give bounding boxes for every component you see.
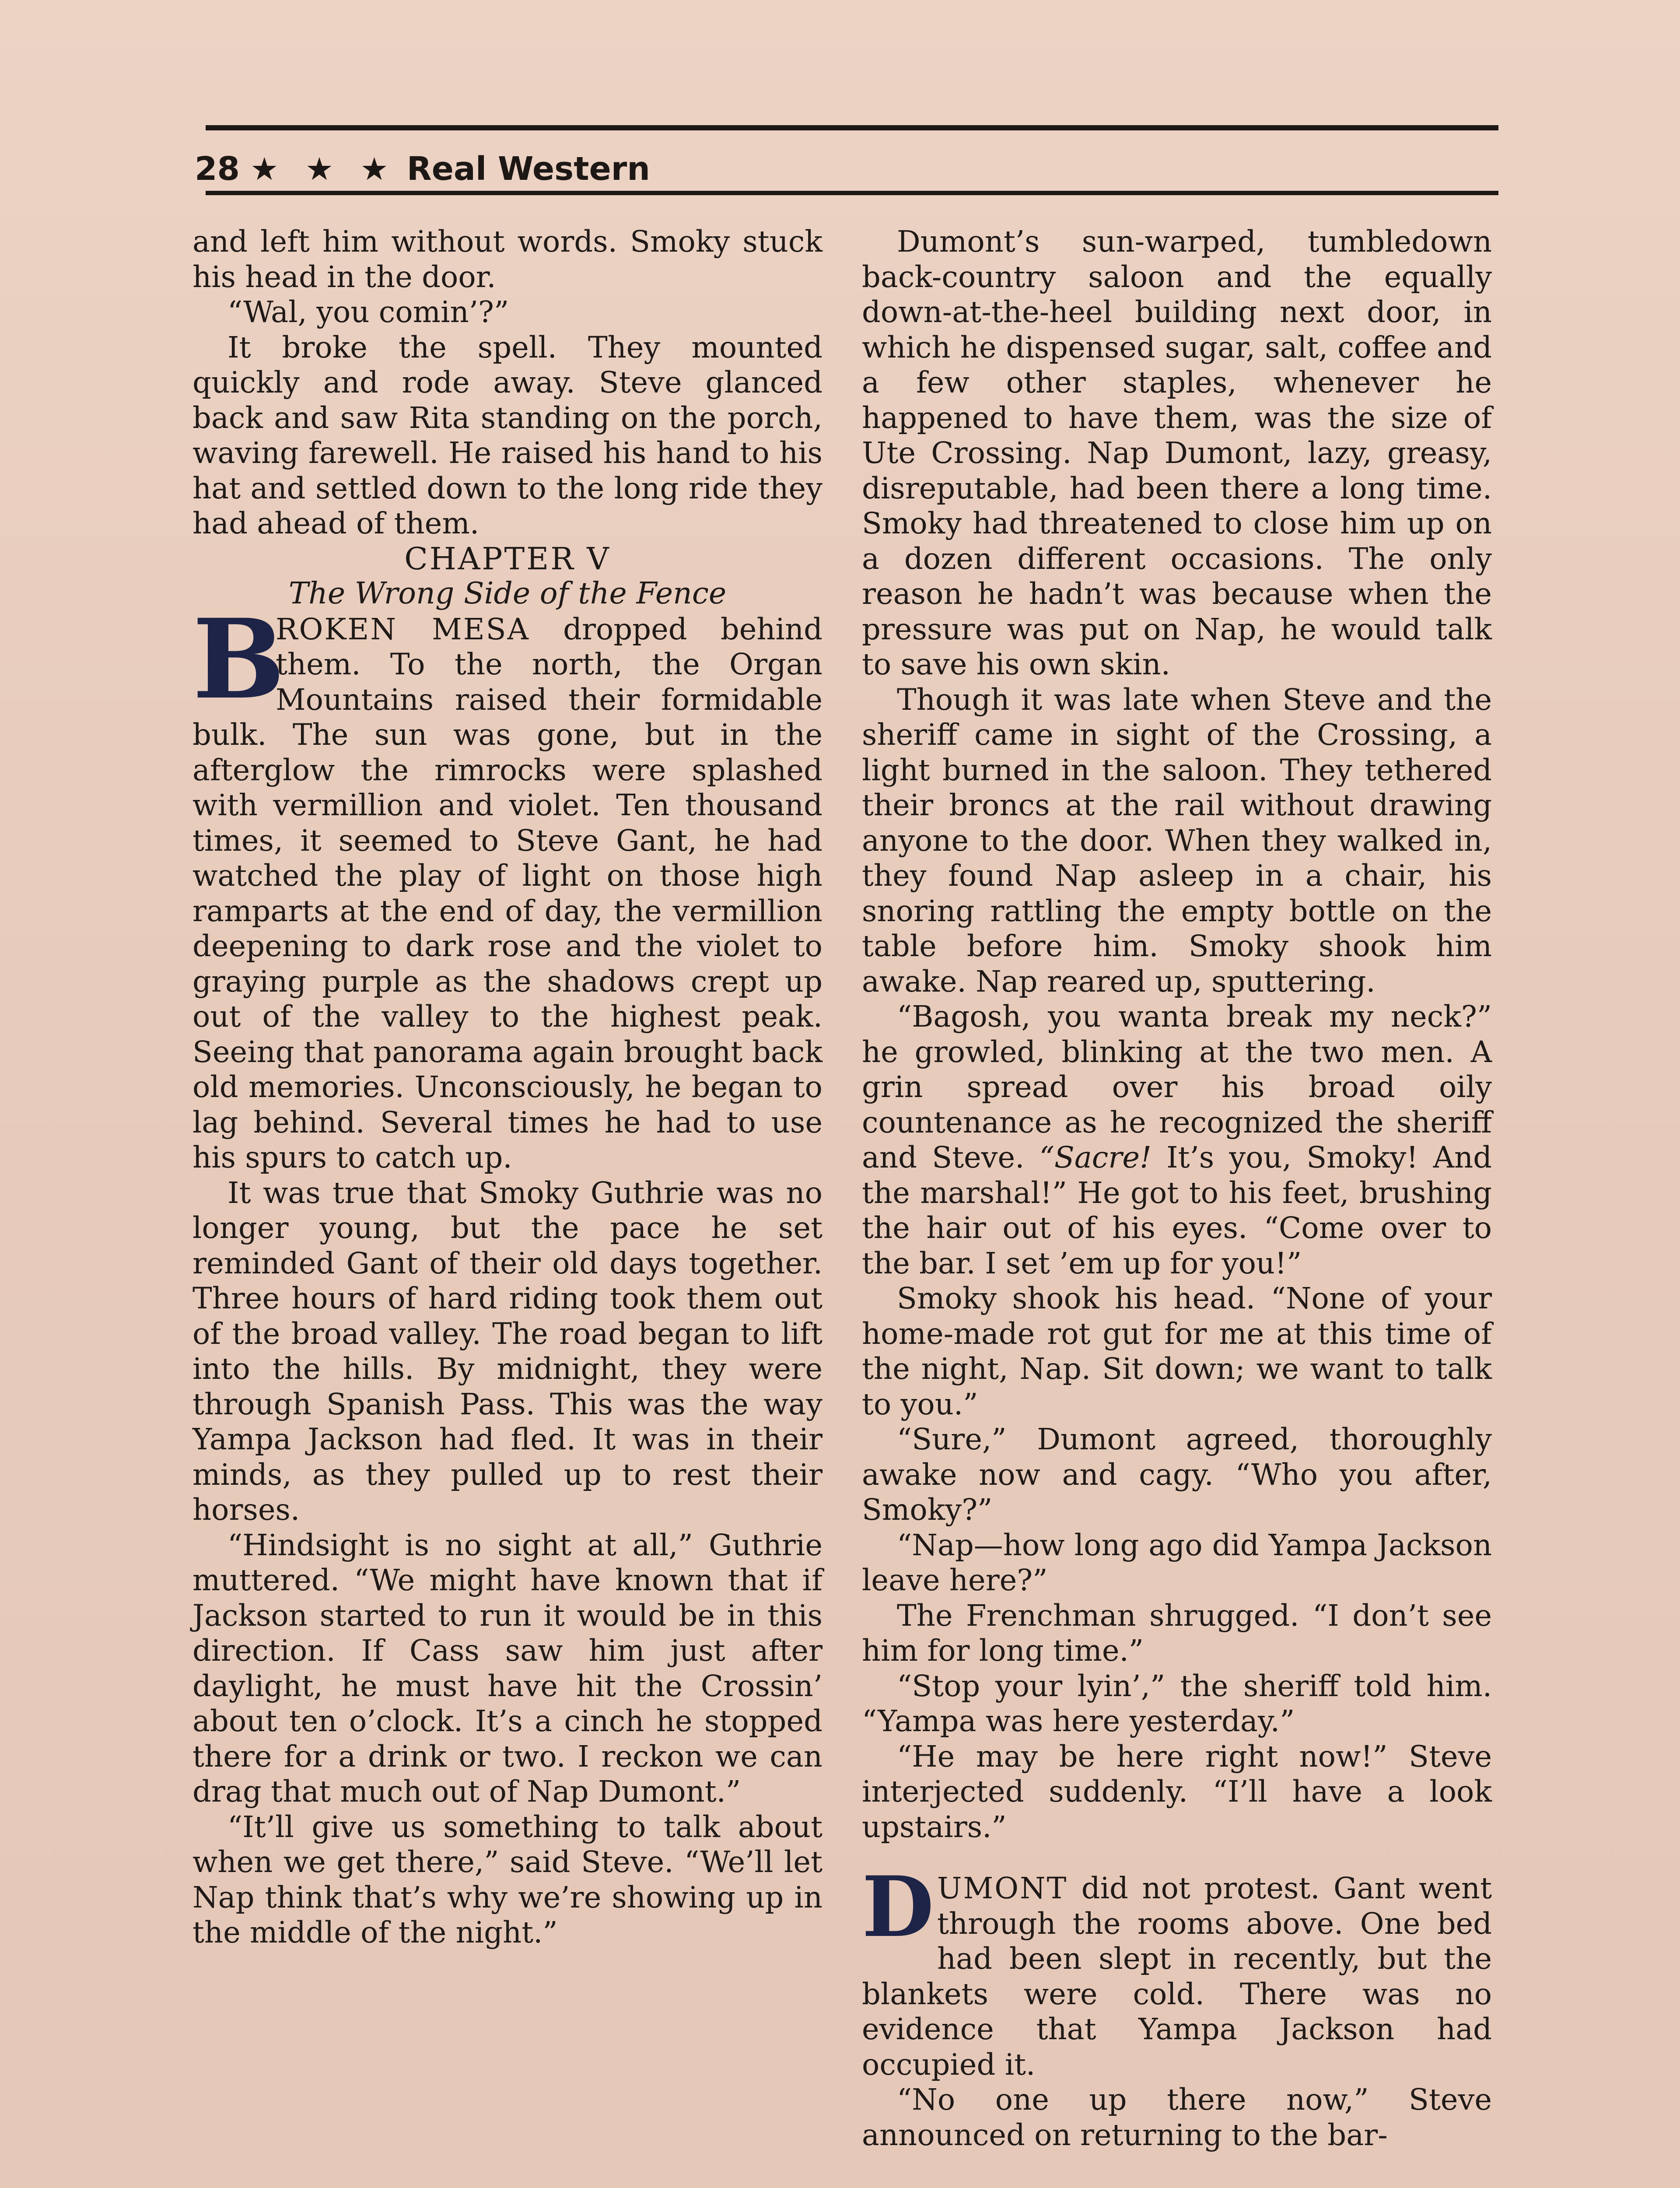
- paragraph: “Stop your lyin’,” the sheriff told him. “Yampa was here yesterday.”: [862, 1669, 1492, 1738]
- running-header: [195, 147, 650, 191]
- star-ornament: ★ ★ ★: [250, 151, 396, 187]
- paragraph-with-dropcap: [192, 594, 823, 1175]
- lead-in: ROKEN MESA: [276, 612, 530, 646]
- right-column: [862, 224, 1492, 2153]
- paragraph-text: It’s you, Smoky! And the marshal!” He got to his feet, brushing the hair out of his eyes. “Come over to the bar. I set ’em up for you!”: [862, 1140, 1492, 1280]
- paragraph-with-dropcap: [862, 1858, 1492, 2082]
- paragraph: Though it was late when Steve and the sheriff came in sight of the Crossing, a light burned in the saloon. They tethered their broncs at the rail without drawing anyone to the door. When they walked in, they found Nap asleep in a chair, his snoring rattling the empty bottle on the table before him. Smoky shook him awake. Nap reared up, sputtering.: [862, 682, 1492, 999]
- paragraph: It broke the spell. They mounted quickly and rode away. Steve glanced back and saw Rita standing on the porch, waving farewell. He raised his hand to his hat and settled down to the long ride they had ahead of them.: [192, 330, 822, 540]
- chapter-heading: CHAPTER V: [404, 540, 611, 577]
- header-bottom-rule: [206, 191, 1498, 195]
- paragraph: “No one up there now,” Steve announced on returning to the bar-: [862, 2083, 1492, 2152]
- paragraph: Dumont’s sun-warped, tumbledown back-country saloon and the equally down-at-the-heel building next door, in which he dispensed sugar, salt, coffee and a few other staples, whenever he happened to have them, was the size of Ute Crossing. Nap Dumont, lazy, greasy, disreputable, had been there a long time. Smoky had threatened to close him up on a dozen different occasions. The only reason he hadn’t was because when the pressure was put on Nap, he would talk to save his own skin.: [862, 224, 1492, 681]
- paragraph: “Hindsight is no sight at all,” Guthrie muttered. “We might have known that if Jackson started to run it would be in this direction. If Cass saw him just after daylight, he must have hit the Crossin’ about ten o’clock. It’s a cinch he stopped there for a drink or two. I reckon we can drag that much out of Nap Dumont.”: [192, 1528, 822, 1809]
- paragraph: Smoky shook his head. “None of your home-made rot gut for me at this time of the night, Nap. Sit down; we want to talk to you.”: [862, 1281, 1492, 1421]
- italic-text: “Sacre!: [1039, 1140, 1152, 1175]
- paragraph: “It’ll give us something to talk about when we get there,” said Steve. “We’ll let Nap think that’s why we’re showing up in the middle of the night.”: [192, 1809, 822, 1950]
- paragraph: “Sure,” Dumont agreed, thoroughly awake now and cagy. “Who you after, Smoky?”: [862, 1422, 1492, 1527]
- paragraph-text: dropped behind them. To the north, the Organ Mountains raised their formidable bulk. The sun was gone, but in the afterglow the rimrocks were splashed with vermillion and violet. Ten thousand times, it seemed to Steve Gant, he had watched the play of light on those high ramparts at the end of day, the vermillion deepening to dark rose and the violet to graying purple as the shadows crept up out of the valley to the highest peak. Seeing that panorama again brought back old memories. Unconsciously, he began to lag behind. Several times he had to use his spurs to catch up.: [192, 612, 823, 1175]
- header-top-rule: [206, 125, 1498, 130]
- paragraph: “He may be here right now!” Steve interjected suddenly. “I’ll have a look upstairs.”: [862, 1739, 1492, 1844]
- paragraph: The Frenchman shrugged. “I don’t see him for long time.”: [862, 1598, 1492, 1668]
- page-number: 28: [195, 150, 240, 188]
- left-column: [192, 224, 822, 1950]
- paragraph: [862, 999, 1492, 1281]
- paragraph-text: did not protest. Gant went through the rooms above. One bed had been slept in recently, but the blankets were cold. There was no evidence that Yampa Jackson had occupied it.: [862, 1871, 1492, 2082]
- paragraph: It was true that Smoky Guthrie was no longer young, but the pace he set reminded Gant of their old days together. Three hours of hard riding took them out of the broad valley. The road began to lift into the hills. By midnight, they were through Spanish Pass. This was the way Yampa Jackson had fled. It was in their minds, as they pulled up to rest their horses.: [192, 1175, 822, 1527]
- paragraph: “Wal, you comin’?”: [228, 295, 509, 329]
- section-gap: [862, 1844, 1492, 1871]
- magazine-title: Real Western: [406, 150, 650, 188]
- chapter-title: The Wrong Side of the Fence: [288, 576, 727, 611]
- paragraph: and left him without words. Smoky stuck his head in the door.: [192, 224, 822, 294]
- paragraph: “Nap—how long ago did Yampa Jackson leave here?”: [862, 1528, 1492, 1597]
- lead-in: UMONT: [937, 1871, 1068, 1905]
- paragraph-text: “Bagosh, you wanta break my neck?” he growled, blinking at the two men. A grin spread over his broad oily countenance as he recognized the sheriff and Steve.: [862, 999, 1492, 1175]
- drop-cap: D: [862, 1858, 934, 1956]
- drop-cap: B: [192, 594, 285, 723]
